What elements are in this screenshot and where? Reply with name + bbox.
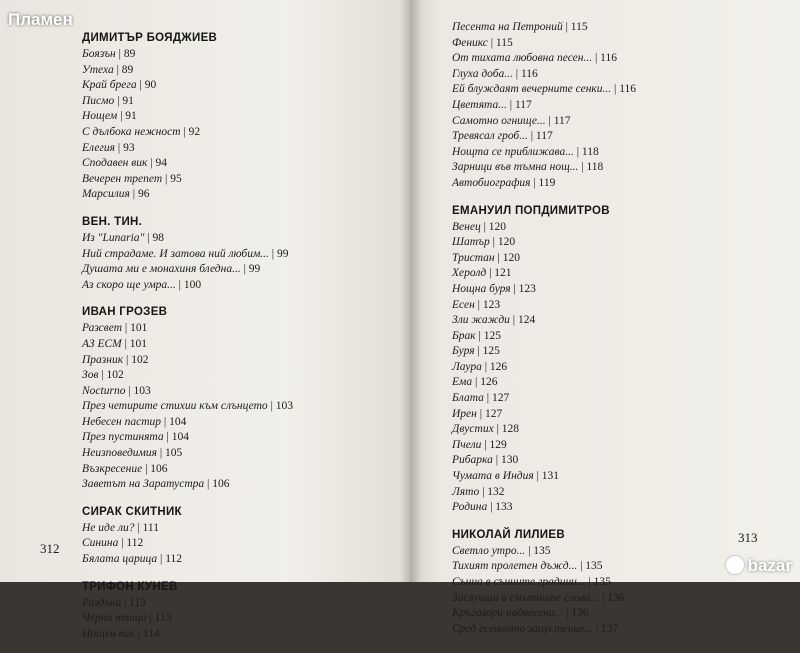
entry-page-number: 116 xyxy=(520,67,538,80)
entry-title: АЗ ЕСМ xyxy=(82,337,122,350)
toc-entry xyxy=(82,536,382,552)
entry-title: Сред есенното запустение... xyxy=(452,622,593,635)
toc-entry xyxy=(452,375,752,391)
entry-separator: | xyxy=(611,83,620,96)
toc-entry xyxy=(82,430,382,446)
entry-title: Рибарка xyxy=(452,454,493,467)
entry-page-number: 135 xyxy=(533,544,551,557)
entry-page-number: 135 xyxy=(593,576,611,588)
entry-separator: | xyxy=(483,392,492,405)
entry-separator: | xyxy=(481,360,490,373)
entry-separator: | xyxy=(240,263,249,276)
entry-separator: | xyxy=(487,501,496,514)
entry-page-number: 102 xyxy=(106,369,124,382)
toc-section xyxy=(82,304,382,493)
entry-page-number: 91 xyxy=(125,110,137,123)
entry-separator: | xyxy=(533,470,542,483)
entry-separator: | xyxy=(475,329,484,342)
toc-entry xyxy=(452,500,752,516)
entry-separator: | xyxy=(129,188,138,201)
entry-title: Възкресение xyxy=(82,462,143,475)
entry-separator: | xyxy=(163,431,172,444)
entry-page-number: 103 xyxy=(133,384,151,397)
toc-entry xyxy=(452,251,752,267)
entry-title: Сънна в сънните градини... xyxy=(452,576,586,588)
entry-title: Цветята... xyxy=(452,98,507,111)
entry-title: Нощен вик xyxy=(82,627,135,640)
entry-separator: | xyxy=(563,607,572,620)
entry-separator: | xyxy=(123,353,132,366)
entry-page-number: 104 xyxy=(169,415,187,428)
entry-page-number: 92 xyxy=(188,125,201,138)
entry-title: Тристан xyxy=(452,251,495,264)
toc-entry xyxy=(82,231,382,247)
entry-page-number: 116 xyxy=(619,83,637,96)
entry-separator: | xyxy=(268,247,277,260)
entry-title: Тихият пролетен дъжд... xyxy=(452,560,578,573)
entry-page-number: 136 xyxy=(571,607,589,620)
entry-separator: | xyxy=(175,278,184,291)
toc-entry xyxy=(452,407,752,423)
entry-title: Лаура xyxy=(452,360,482,373)
entry-page-number: 130 xyxy=(500,454,519,467)
entry-page-number: 106 xyxy=(212,478,230,491)
entry-separator: | xyxy=(530,176,539,189)
entry-title: Заслушан в смътните слова... xyxy=(452,591,600,604)
entry-page-number: 133 xyxy=(495,501,513,514)
entry-page-number: 127 xyxy=(491,392,510,405)
entry-separator: | xyxy=(494,251,503,264)
toc-entry xyxy=(82,321,382,337)
toc-entry xyxy=(82,141,382,157)
entry-separator: | xyxy=(122,322,131,335)
toc-entry xyxy=(452,591,752,607)
entry-title: Небесен пастир xyxy=(82,415,162,428)
toc-entry xyxy=(452,485,752,501)
entry-title: Буря xyxy=(452,345,475,358)
toc-entry xyxy=(452,469,752,485)
entry-separator: | xyxy=(577,560,586,573)
toc-entry xyxy=(82,78,382,94)
entry-page-number: 135 xyxy=(585,560,603,573)
toc-entry xyxy=(452,98,752,114)
entry-title: Елегия xyxy=(82,141,116,154)
entry-page-number: 89 xyxy=(121,63,134,76)
toc-entry xyxy=(452,129,752,145)
toc-entry xyxy=(82,47,382,63)
entry-separator: | xyxy=(592,622,601,635)
entry-page-number: 120 xyxy=(502,251,520,264)
toc-entry xyxy=(452,82,752,98)
toc-entry xyxy=(82,94,382,110)
entry-separator: | xyxy=(562,21,571,33)
entry-page-number: 112 xyxy=(165,553,183,566)
toc-entry xyxy=(452,67,752,83)
entry-page-number: 113 xyxy=(129,596,147,609)
toc-entry xyxy=(82,262,382,278)
toc-entry xyxy=(452,114,752,130)
entry-title: Ей блуждаят вечерните сенки... xyxy=(452,83,612,96)
entry-separator: | xyxy=(573,145,582,158)
entry-page-number: 91 xyxy=(122,94,134,107)
entry-separator: | xyxy=(98,369,107,382)
book-gutter xyxy=(400,0,422,582)
site-badge xyxy=(726,556,792,576)
toc-entry xyxy=(82,109,382,125)
entry-separator: | xyxy=(134,627,143,640)
toc-entry xyxy=(452,606,752,622)
entry-title: Зарници във тъмна нощ... xyxy=(452,161,579,174)
entry-title: Синина xyxy=(82,537,119,550)
toc-entry xyxy=(82,611,382,627)
entry-separator: | xyxy=(592,52,601,65)
entry-separator: | xyxy=(472,376,481,389)
entry-separator: | xyxy=(157,553,166,566)
entry-page-number: 128 xyxy=(501,423,519,436)
toc-entry xyxy=(82,156,382,172)
entry-title: Аз скоро ще умра... xyxy=(82,278,176,291)
entry-separator: | xyxy=(527,130,536,143)
toc-entry xyxy=(452,329,752,345)
entry-page-number: 131 xyxy=(541,470,560,483)
entry-title: Херолд xyxy=(452,267,487,280)
entry-separator: | xyxy=(479,485,488,498)
entry-page-number: 90 xyxy=(144,79,157,92)
entry-page-number: 111 xyxy=(142,521,159,534)
entry-separator: | xyxy=(545,114,554,127)
entry-page-number: 118 xyxy=(586,161,604,174)
toc-entry xyxy=(452,559,752,575)
toc-entry xyxy=(82,627,382,643)
toc-entry xyxy=(452,235,752,251)
entry-separator: | xyxy=(156,447,166,460)
toc-entry xyxy=(452,36,752,52)
entry-page-number: 112 xyxy=(126,537,144,550)
entry-title: Утеха xyxy=(82,63,114,76)
toc-entry xyxy=(452,544,752,560)
entry-page-number: 136 xyxy=(607,591,625,604)
section-author: НИКОЛАЙ ЛИЛИЕВ xyxy=(452,528,565,541)
entry-separator: | xyxy=(481,438,490,451)
entry-page-number: 119 xyxy=(538,176,556,189)
entry-page-number: 113 xyxy=(154,612,172,625)
toc-entry xyxy=(82,187,382,203)
toc-entry xyxy=(82,125,382,141)
entry-title: Нощем xyxy=(82,110,118,123)
toc-entry xyxy=(452,160,752,176)
entry-title: Разсвет xyxy=(82,322,123,335)
toc-entry xyxy=(452,313,752,329)
entry-title: С дълбока нежност xyxy=(82,125,181,138)
entry-separator: | xyxy=(118,537,127,550)
entry-title: Раздъка xyxy=(82,596,122,609)
toc-entry xyxy=(82,552,382,568)
entry-separator: | xyxy=(144,231,153,244)
entry-page-number: 132 xyxy=(487,485,505,498)
toc-entry xyxy=(82,521,382,537)
entry-title: Ема xyxy=(452,376,473,389)
entry-title: Чумата в Индия xyxy=(452,470,534,483)
entry-separator: | xyxy=(474,298,483,311)
badge-label: bazar xyxy=(747,556,792,575)
toc-entry xyxy=(452,51,752,67)
entry-title: Пчели xyxy=(452,438,482,451)
toc-entry xyxy=(452,422,752,438)
entry-title: Родина xyxy=(452,501,488,514)
entry-page-number: 137 xyxy=(600,622,619,635)
toc-entry xyxy=(82,446,382,462)
toc-section xyxy=(82,504,382,568)
entry-page-number: 101 xyxy=(130,322,148,335)
toc-section xyxy=(82,214,382,293)
entry-page-number: 123 xyxy=(482,298,501,311)
entry-page-number: 123 xyxy=(518,282,536,295)
entry-separator: | xyxy=(578,161,587,174)
section-author: ДИМИТЪР БОЯДЖИЕВ xyxy=(82,32,218,44)
entry-title: Душата ми е монахиня бледна... xyxy=(82,263,241,276)
toc-entry xyxy=(452,20,752,36)
entry-title: Кръгозори надвесени... xyxy=(452,607,564,620)
entry-page-number: 120 xyxy=(497,236,516,249)
toc-section xyxy=(82,30,382,203)
toc-entry xyxy=(82,462,382,478)
entry-title: Черна птица xyxy=(82,612,147,625)
entry-page-number: 98 xyxy=(152,231,164,244)
entry-title: Вечерен трепет xyxy=(82,172,163,185)
entry-page-number: 103 xyxy=(275,400,293,413)
entry-page-number: 99 xyxy=(276,247,289,260)
entry-title: През четирите стихии към слънцето xyxy=(82,400,268,413)
toc-entry xyxy=(452,220,752,236)
toc-entry xyxy=(82,477,382,493)
left-page-contents xyxy=(82,30,382,653)
entry-separator: | xyxy=(486,267,495,280)
entry-title: Песента на Петроний xyxy=(452,21,563,33)
toc-entry xyxy=(82,596,382,612)
entry-page-number: 117 xyxy=(514,98,532,111)
entry-page-number: 127 xyxy=(484,407,503,420)
toc-section xyxy=(82,579,382,643)
entry-page-number: 95 xyxy=(170,172,182,185)
entry-title: От тихата любовна песен... xyxy=(452,52,593,65)
entry-title: Сподавен вик xyxy=(82,157,148,170)
toc-entry xyxy=(82,353,382,369)
entry-page-number: 114 xyxy=(142,627,160,640)
entry-separator: | xyxy=(585,576,594,588)
entry-separator: | xyxy=(125,384,134,397)
entry-title: Не иде ли? xyxy=(82,521,135,534)
entry-title: Празник xyxy=(82,353,124,366)
entry-page-number: 129 xyxy=(489,438,507,451)
entry-separator: | xyxy=(136,79,145,92)
entry-title: Автобиография xyxy=(452,176,531,189)
toc-section xyxy=(452,527,752,638)
toc-entry xyxy=(452,575,752,591)
toc-entry xyxy=(82,399,382,415)
entry-title: Заветът на Заратустра xyxy=(82,478,205,491)
entry-page-number: 126 xyxy=(480,376,498,389)
left-page-number: 312 xyxy=(40,541,60,556)
entry-title: Nocturno xyxy=(82,384,126,397)
badge-logo-icon xyxy=(726,556,744,574)
entry-title: Край брега xyxy=(82,79,137,92)
entry-title: Тревясал гроб... xyxy=(452,130,528,143)
entry-separator: | xyxy=(480,220,489,233)
entry-separator: | xyxy=(487,36,496,49)
entry-page-number: 105 xyxy=(165,447,183,460)
entry-separator: | xyxy=(204,478,213,491)
entry-page-number: 106 xyxy=(150,462,168,475)
entry-separator: | xyxy=(134,521,143,534)
entry-page-number: 104 xyxy=(171,431,189,444)
entry-title: Нощта се приближава... xyxy=(452,145,574,158)
toc-entry xyxy=(452,360,752,376)
toc-entry xyxy=(452,282,752,298)
toc-entry xyxy=(82,63,382,79)
entry-title: Самотно огнище... xyxy=(452,114,546,127)
toc-entry xyxy=(82,415,382,431)
entry-title: Из "Lunaria" xyxy=(82,231,145,244)
section-author: ТРИФОН КУНЕВ xyxy=(82,580,178,593)
entry-page-number: 89 xyxy=(123,48,136,60)
toc-entry xyxy=(82,384,382,400)
entry-separator: | xyxy=(510,282,519,295)
entry-page-number: 101 xyxy=(129,337,148,350)
toc-entry xyxy=(82,368,382,384)
right-page-number: 313 xyxy=(738,530,758,545)
entry-separator: | xyxy=(525,544,534,557)
entry-separator: | xyxy=(509,314,518,327)
entry-title: Марсилия xyxy=(82,188,130,201)
entry-page-number: 93 xyxy=(123,141,135,154)
entry-page-number: 126 xyxy=(489,360,508,373)
entry-title: Есен xyxy=(452,298,475,311)
entry-title: Нощна буря xyxy=(452,282,511,295)
entry-page-number: 125 xyxy=(483,329,501,342)
entry-separator: | xyxy=(121,596,130,609)
entry-title: Феникс xyxy=(452,36,488,49)
entry-page-number: 125 xyxy=(482,345,500,358)
entry-title: Неизповедимия xyxy=(82,447,157,460)
toc-entry xyxy=(452,622,752,638)
entry-page-number: 117 xyxy=(535,130,553,143)
entry-separator: | xyxy=(162,172,171,185)
entry-page-number: 115 xyxy=(495,36,513,49)
right-page-contents xyxy=(452,20,752,648)
entry-title: Боязън xyxy=(82,48,116,60)
entry-separator: | xyxy=(476,407,485,420)
entry-page-number: 116 xyxy=(600,52,617,65)
entry-title: Ирен xyxy=(452,407,477,420)
toc-entry xyxy=(452,266,752,282)
toc-entry xyxy=(452,391,752,407)
entry-separator: | xyxy=(180,125,189,138)
entry-title: Глуха доба... xyxy=(452,67,513,80)
entry-title: Зов xyxy=(82,369,99,382)
entry-separator: | xyxy=(117,110,126,123)
entry-separator: | xyxy=(493,423,502,436)
entry-page-number: 102 xyxy=(131,353,149,366)
entry-separator: | xyxy=(113,63,122,76)
entry-separator: | xyxy=(115,141,124,154)
toc-entry xyxy=(452,298,752,314)
entry-separator: | xyxy=(142,462,151,475)
section-author: ВЕН. ТИН. xyxy=(82,215,143,228)
entry-title: Зли жажди xyxy=(452,314,510,327)
entry-title: Венец xyxy=(452,220,481,233)
entry-title: Светло утро... xyxy=(452,544,526,557)
section-author: ИВАН ГРОЗЕВ xyxy=(82,306,168,319)
entry-page-number: 94 xyxy=(155,157,167,170)
toc-entry xyxy=(452,438,752,454)
entry-separator: | xyxy=(474,345,483,358)
toc-section xyxy=(452,20,752,192)
entry-title: Писмо xyxy=(82,94,115,107)
toc-entry xyxy=(82,172,382,188)
entry-separator: | xyxy=(492,454,501,467)
entry-title: Шатър xyxy=(452,236,490,249)
toc-entry xyxy=(82,247,382,263)
entry-page-number: 121 xyxy=(494,267,512,280)
toc-entry xyxy=(452,344,752,360)
entry-separator: | xyxy=(599,591,608,604)
toc-entry xyxy=(452,453,752,469)
entry-page-number: 115 xyxy=(570,21,588,33)
watermark-text: Пламен xyxy=(8,10,73,29)
entry-separator: | xyxy=(161,415,170,428)
entry-separator: | xyxy=(121,337,130,350)
entry-title: Блата xyxy=(452,392,484,405)
entry-title: Бялата царица xyxy=(82,553,158,566)
entry-separator: | xyxy=(147,157,156,170)
entry-title: Ний страдаме. И затова ний любим... xyxy=(82,247,269,260)
entry-page-number: 99 xyxy=(248,263,261,276)
entry-title: През пустинята xyxy=(82,431,164,444)
toc-entry xyxy=(452,176,752,192)
entry-separator: | xyxy=(146,612,155,625)
section-author: СИРАК СКИТНИК xyxy=(82,505,182,518)
entry-separator: | xyxy=(115,48,124,60)
entry-separator: | xyxy=(114,94,123,107)
entry-separator: | xyxy=(506,98,515,111)
entry-separator: | xyxy=(267,400,276,413)
entry-title: Двустих xyxy=(452,423,494,436)
entry-title: Брак xyxy=(452,329,476,342)
entry-page-number: 96 xyxy=(137,188,150,201)
toc-entry xyxy=(452,145,752,161)
section-author: ЕМАНУИЛ ПОПДИМИТРОВ xyxy=(452,204,610,217)
toc-entry xyxy=(82,337,382,353)
entry-title: Лято xyxy=(452,485,480,498)
toc-section xyxy=(452,203,752,516)
entry-page-number: 120 xyxy=(488,220,507,233)
toc-entry xyxy=(82,278,382,294)
entry-separator: | xyxy=(489,236,498,249)
entry-separator: | xyxy=(512,67,521,80)
entry-page-number: 100 xyxy=(183,278,202,291)
entry-page-number: 118 xyxy=(581,145,599,158)
entry-page-number: 117 xyxy=(553,114,571,127)
entry-page-number: 124 xyxy=(517,314,536,327)
